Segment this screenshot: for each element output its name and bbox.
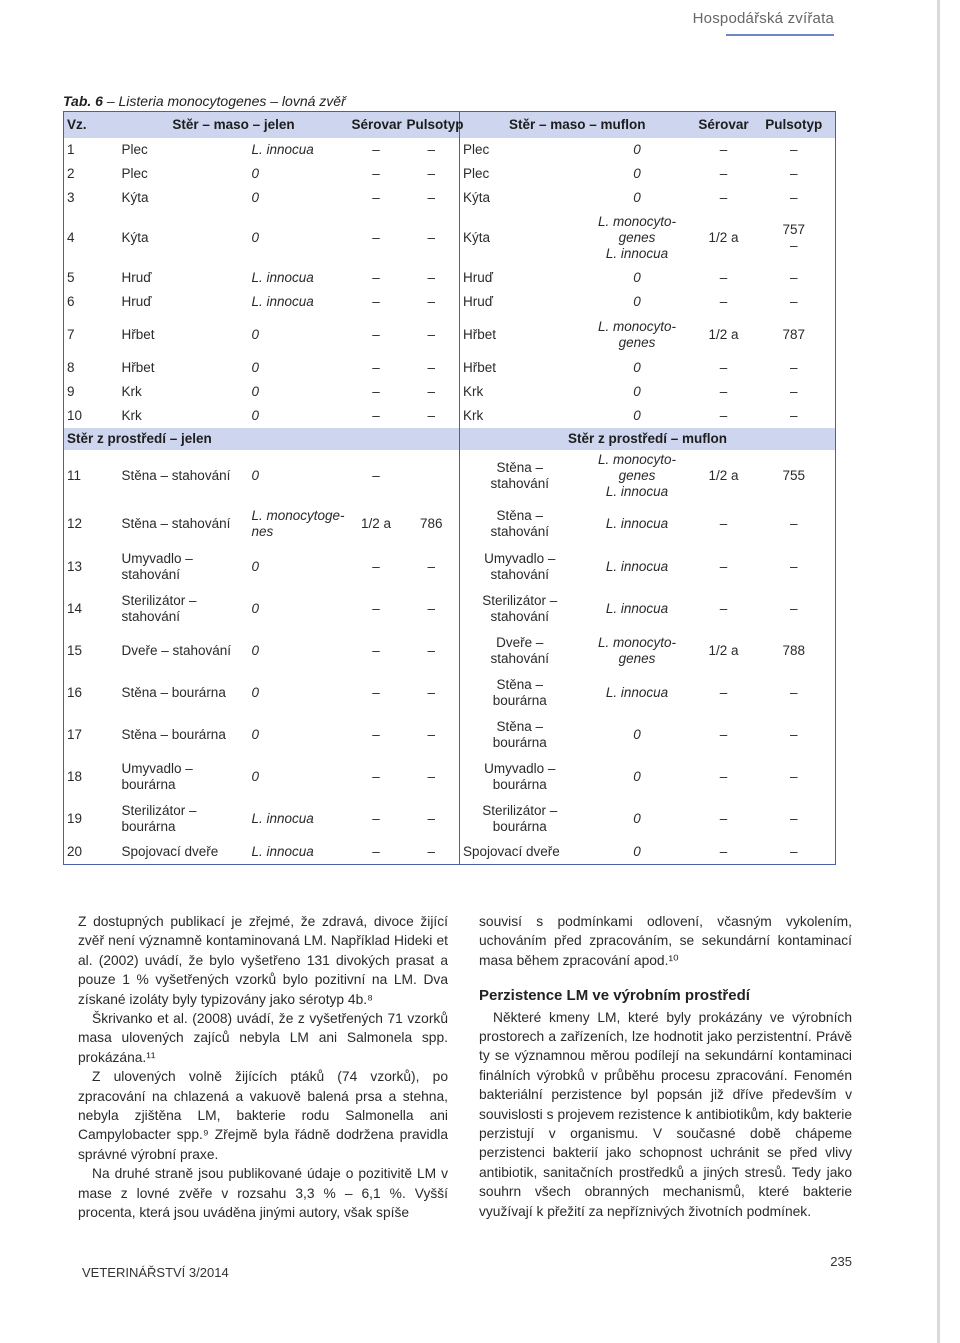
left-serovar: – — [372, 685, 380, 700]
left-result: 0 — [251, 327, 260, 342]
row-number: 4 — [67, 230, 75, 245]
right-pulsotyp: – — [790, 360, 798, 375]
right-serovar: – — [719, 270, 728, 285]
right-serovar: 1/2 a — [708, 643, 739, 658]
table-header-row — [64, 112, 836, 139]
left-pulsotyp: – — [427, 166, 435, 181]
right-sample: Umyvadlo – stahování — [460, 546, 580, 588]
right-serovar: – — [719, 769, 728, 784]
right-pulsotyp: – — [790, 294, 798, 309]
right-result: L. innocua — [605, 516, 669, 531]
left-pulsotyp: – — [427, 559, 435, 574]
right-sample: Stěna – stahování — [460, 502, 580, 546]
left-result: 0 — [251, 166, 260, 181]
left-pulsotyp — [404, 450, 460, 502]
right-serovar: – — [719, 384, 728, 399]
table-row — [64, 798, 836, 840]
right-sample: Hruď — [460, 266, 580, 290]
left-sample: Krk — [121, 384, 142, 399]
left-serovar: – — [372, 230, 380, 245]
journal-footer: VETERINÁŘSTVÍ 3/2014 — [82, 1265, 229, 1280]
right-pulsotyp: 755 — [782, 468, 806, 483]
left-sample: Hřbet — [121, 327, 155, 342]
header-right-sample: Stěr – maso – muflon — [460, 112, 695, 139]
table-body-environment — [64, 450, 836, 864]
left-pulsotyp: – — [427, 190, 435, 205]
left-pulsotyp: – — [427, 811, 435, 826]
right-sample: Plec — [460, 138, 580, 162]
table-row — [64, 756, 836, 798]
body-column-left — [78, 912, 448, 1223]
left-pulsotyp: – — [427, 384, 435, 399]
left-serovar: – — [372, 811, 380, 826]
right-pulsotyp: 757 – — [782, 222, 806, 253]
right-serovar: – — [719, 601, 728, 616]
table-caption-label: Tab. 6 — [63, 93, 103, 109]
left-sample: Stěna – bourárna — [121, 685, 226, 700]
right-sample: Umyvadlo – bourárna — [460, 756, 580, 798]
table-row — [64, 840, 836, 864]
listeria-table — [63, 111, 836, 865]
left-sample: Sterilizátor – bourárna — [121, 803, 197, 834]
right-serovar: – — [719, 559, 728, 574]
right-sample: Spojovací dveře — [460, 840, 580, 864]
left-result: 0 — [251, 643, 260, 658]
left-pulsotyp: – — [427, 685, 435, 700]
right-sample: Kýta — [460, 210, 580, 266]
right-result: L. monocyto- genes L. innocua — [597, 452, 677, 499]
table-caption — [63, 93, 346, 109]
right-serovar: 1/2 a — [708, 230, 739, 245]
row-number: 20 — [67, 843, 83, 859]
table-row — [64, 314, 836, 356]
right-pulsotyp: – — [790, 142, 798, 157]
left-pulsotyp: – — [427, 643, 435, 658]
table-row — [64, 356, 836, 380]
right-result: 0 — [633, 190, 641, 205]
paragraph: souvisí s podmínkami odlovení, včasným vykolením, uchováním před zpracováním, se sekundární kontaminací masa během zpracování apod.¹⁰ — [479, 914, 852, 968]
row-number: 18 — [67, 769, 83, 784]
left-serovar: – — [372, 190, 380, 205]
row-number: 5 — [67, 270, 75, 285]
right-pulsotyp: 788 — [782, 643, 806, 658]
left-serovar: – — [372, 270, 380, 285]
right-sample: Stěna – bourárna — [460, 672, 580, 714]
left-result: L. innocua — [251, 843, 314, 859]
row-number: 2 — [67, 166, 75, 181]
left-result: 0 — [251, 727, 260, 742]
left-serovar: – — [372, 468, 380, 483]
left-result: L. innocua — [251, 294, 314, 309]
row-number: 3 — [67, 190, 75, 205]
right-serovar: – — [719, 408, 728, 423]
left-pulsotyp: – — [427, 360, 435, 375]
left-serovar: – — [372, 294, 380, 309]
right-sample: Stěna – bourárna — [460, 714, 580, 756]
row-number: 6 — [67, 294, 75, 309]
left-serovar: – — [372, 643, 380, 658]
table-row — [64, 404, 836, 428]
right-result: L. monocyto- genes — [597, 319, 677, 350]
left-pulsotyp: – — [427, 601, 435, 616]
left-sample: Umyvadlo – stahování — [121, 551, 193, 582]
body-column-right — [479, 912, 852, 1221]
right-sample: Sterilizátor – bourárna — [460, 798, 580, 840]
left-pulsotyp: – — [427, 142, 435, 157]
right-serovar: – — [719, 294, 728, 309]
table-section-environment — [64, 428, 836, 450]
table-row — [64, 210, 836, 266]
left-result: L. innocua — [251, 142, 314, 157]
right-sample: Dveře – stahování — [460, 630, 580, 672]
right-serovar: – — [719, 685, 728, 700]
right-result: 0 — [633, 811, 641, 826]
left-pulsotyp: – — [427, 727, 435, 742]
left-serovar: – — [372, 384, 380, 399]
right-result: 0 — [633, 769, 641, 784]
table-row — [64, 186, 836, 210]
left-result: 0 — [251, 601, 260, 616]
row-number: 19 — [67, 811, 83, 826]
left-sample: Sterilizátor – stahování — [121, 593, 197, 624]
header-right-pulsotyp: Pulsotyp — [753, 112, 836, 139]
right-pulsotyp: – — [790, 516, 798, 531]
row-number: 1 — [67, 142, 75, 157]
row-number: 17 — [67, 727, 83, 742]
right-pulsotyp: – — [790, 190, 798, 205]
header-right-serovar: Sérovar — [695, 112, 753, 139]
right-serovar: – — [719, 166, 728, 181]
row-number: 14 — [67, 601, 83, 616]
right-sample: Hřbet — [460, 314, 580, 356]
left-pulsotyp: 786 — [419, 516, 443, 531]
left-pulsotyp: – — [427, 408, 435, 423]
left-serovar: 1/2 a — [360, 516, 392, 531]
right-sample: Hřbet — [460, 356, 580, 380]
left-serovar: – — [372, 360, 380, 375]
left-result: 0 — [251, 360, 260, 375]
left-pulsotyp: – — [427, 843, 435, 859]
table-row — [64, 266, 836, 290]
left-sample: Hruď — [121, 270, 152, 285]
table-row — [64, 502, 836, 546]
right-sample: Kýta — [460, 186, 580, 210]
left-serovar: – — [372, 142, 380, 157]
left-sample: Krk — [121, 408, 142, 423]
page-number: 235 — [830, 1254, 852, 1269]
row-number: 11 — [67, 468, 82, 483]
left-sample: Hřbet — [121, 360, 155, 375]
section-header-row — [64, 428, 836, 450]
right-pulsotyp: – — [790, 769, 798, 784]
table-row — [64, 162, 836, 186]
left-result: 0 — [251, 685, 260, 700]
row-number: 13 — [67, 559, 83, 574]
right-pulsotyp: 787 — [782, 327, 806, 342]
right-result: L. innocua — [605, 685, 669, 700]
right-serovar: 1/2 a — [708, 327, 739, 342]
left-result: 0 — [251, 384, 260, 399]
right-serovar: – — [719, 843, 728, 859]
right-serovar: – — [719, 727, 728, 742]
table-row — [64, 588, 836, 630]
left-result: 0 — [251, 559, 260, 574]
right-serovar: – — [719, 811, 728, 826]
left-result: 0 — [251, 190, 260, 205]
table-row — [64, 380, 836, 404]
table-row — [64, 546, 836, 588]
right-sample: Hruď — [460, 290, 580, 314]
paragraph: Škrivanko et al. (2008) uvádí, že z vyšetřených 71 vzorků masa ulovených zajíců nebyla LM ani Salmonela spp. prokázána.¹¹ — [78, 1011, 448, 1065]
left-sample: Dveře – stahování — [121, 643, 232, 658]
paragraph: Na druhé straně jsou publikované údaje o pozitivitě LM v mase z lovné zvěře v rozsahu 3,3 % – 6,1 %. Vyšší procenta, která jsou uváděna jinými autory, však spíše — [78, 1166, 448, 1221]
right-sample: Plec — [460, 162, 580, 186]
right-pulsotyp: – — [790, 727, 798, 742]
section-heading: Perzistence LM ve výrobním prostředí — [479, 987, 750, 1005]
table-row — [64, 290, 836, 314]
right-result: 0 — [633, 270, 641, 285]
right-sample: Krk — [460, 380, 580, 404]
right-result: 0 — [633, 166, 641, 181]
left-sample: Stěna – stahování — [121, 468, 231, 483]
left-pulsotyp: – — [427, 327, 435, 342]
right-result: 0 — [633, 408, 641, 423]
row-number: 7 — [67, 327, 75, 342]
right-pulsotyp: – — [790, 601, 798, 616]
running-header: Hospodářská zvířata — [692, 10, 834, 27]
left-result: 0 — [251, 468, 260, 483]
left-serovar: – — [372, 843, 380, 859]
right-sample: Krk — [460, 404, 580, 428]
row-number: 16 — [67, 685, 83, 700]
row-number: 9 — [67, 384, 75, 399]
right-pulsotyp: – — [790, 166, 798, 181]
left-result: L. innocua — [251, 811, 314, 826]
left-sample: Stěna – stahování — [121, 516, 231, 531]
table-row — [64, 714, 836, 756]
header-vz: Vz. — [64, 112, 119, 139]
right-sample: Stěna – stahování — [460, 450, 580, 502]
right-serovar: – — [719, 360, 728, 375]
section-left-title: Stěr z prostředí – jelen — [64, 428, 460, 450]
header-left-sample: Stěr – maso – jelen — [119, 112, 349, 139]
left-result: 0 — [251, 408, 260, 423]
left-serovar: – — [372, 601, 380, 616]
right-pulsotyp: – — [790, 384, 798, 399]
right-serovar: – — [719, 516, 728, 531]
left-result: 0 — [251, 769, 260, 784]
paragraph: Z dostupných publikací je zřejmé, že zdravá, divoce žijící zvěř není významně kontaminovaná LM. Například Hideki et al. (2002) uvádí, že bylo vyšetřeno 131 divokých prasat a pouze 1 % vyšetřených vzorků bylo pozitivní na LM. Dva získané izoláty byly typizovány jako sérotyp 4b.⁸ — [78, 914, 448, 1007]
left-sample: Spojovací dveře — [121, 843, 219, 859]
right-result: 0 — [633, 727, 641, 742]
header-rule — [726, 34, 834, 36]
table-body-meat — [64, 138, 836, 428]
left-serovar: – — [372, 327, 380, 342]
left-sample: Plec — [121, 142, 148, 157]
right-sample: Sterilizátor – stahování — [460, 588, 580, 630]
paragraph: Některé kmeny LM, které byly prokázány ve výrobních prostorech a zařízeních, lze hodnotit jako perzistentní. Právě ty se významnou měrou podílejí na sekundární kontaminaci finálních výrobků v průběhu procesu zpracování. Fenomén bakteriální perzistence byl popsán již dříve především v souvislosti s projevem rezistence k antibiotikům, kdy bakterie perzistují v organismu. V současné době chápeme perzistenci bakterií jako schopnost uchránit se před vlivy antibiotik, sanitačních prostředků a jiných stresů. Tedy jako souhrn všech obranných mechanismů, které bakterie využívají k přežití za nepříznivých životních podmínek. — [479, 1009, 852, 1219]
right-result: 0 — [633, 843, 641, 859]
header-left-pulsotyp: Pulsotyp — [404, 112, 460, 139]
right-result: 0 — [633, 142, 641, 157]
left-pulsotyp: – — [427, 294, 435, 309]
paragraph: Z ulovených volně žijících ptáků (74 vzorků), po zpracování na chlazená a vakuově balená prsa a stehna, nebyla zjištěna LM, bakterie rodu Salmonella ani Campylobacter spp.⁹ Zřejmě byla řádně dodržena pravidla správné výrobní praxe. — [78, 1069, 448, 1162]
right-serovar: 1/2 a — [708, 468, 739, 483]
right-result: L. monocyto- genes — [597, 635, 677, 666]
right-result: L. innocua — [605, 601, 669, 616]
right-pulsotyp: – — [790, 811, 798, 826]
right-result: 0 — [633, 384, 641, 399]
left-sample: Kýta — [121, 190, 149, 205]
left-serovar: – — [372, 166, 380, 181]
right-result: L. monocyto- genes L. innocua — [597, 214, 677, 261]
row-number: 12 — [67, 516, 83, 531]
left-sample: Hruď — [121, 294, 152, 309]
right-result: 0 — [633, 294, 641, 309]
right-pulsotyp: – — [790, 685, 798, 700]
left-serovar: – — [372, 559, 380, 574]
left-pulsotyp: – — [427, 769, 435, 784]
left-result: L. innocua — [251, 270, 314, 285]
left-result: L. monocytoge- nes — [251, 508, 345, 539]
left-sample: Kýta — [121, 230, 149, 245]
left-serovar: – — [372, 408, 380, 423]
left-sample: Stěna – bourárna — [121, 727, 226, 742]
table-row — [64, 672, 836, 714]
right-pulsotyp: – — [790, 408, 798, 423]
row-number: 8 — [67, 360, 75, 375]
section-right-title: Stěr z prostředí – muflon — [460, 428, 836, 450]
table-row — [64, 138, 836, 162]
right-serovar: – — [719, 190, 728, 205]
left-serovar: – — [372, 769, 380, 784]
left-serovar: – — [372, 727, 380, 742]
right-result: L. innocua — [605, 559, 669, 574]
table-row — [64, 450, 836, 502]
left-sample: Plec — [121, 166, 148, 181]
table-caption-text: – Listeria monocytogenes – lovná zvěř — [102, 93, 346, 109]
page-edge-shadow — [937, 0, 940, 1343]
left-sample: Umyvadlo – bourárna — [121, 761, 193, 792]
table-row — [64, 630, 836, 672]
row-number: 10 — [67, 408, 83, 423]
right-pulsotyp: – — [790, 270, 798, 285]
left-pulsotyp: – — [427, 230, 435, 245]
right-result: 0 — [633, 360, 641, 375]
right-serovar: – — [719, 142, 728, 157]
left-result: 0 — [251, 230, 260, 245]
row-number: 15 — [67, 643, 83, 658]
header-left-serovar: Sérovar — [349, 112, 404, 139]
right-pulsotyp: – — [790, 843, 798, 859]
right-pulsotyp: – — [790, 559, 798, 574]
left-pulsotyp: – — [427, 270, 435, 285]
